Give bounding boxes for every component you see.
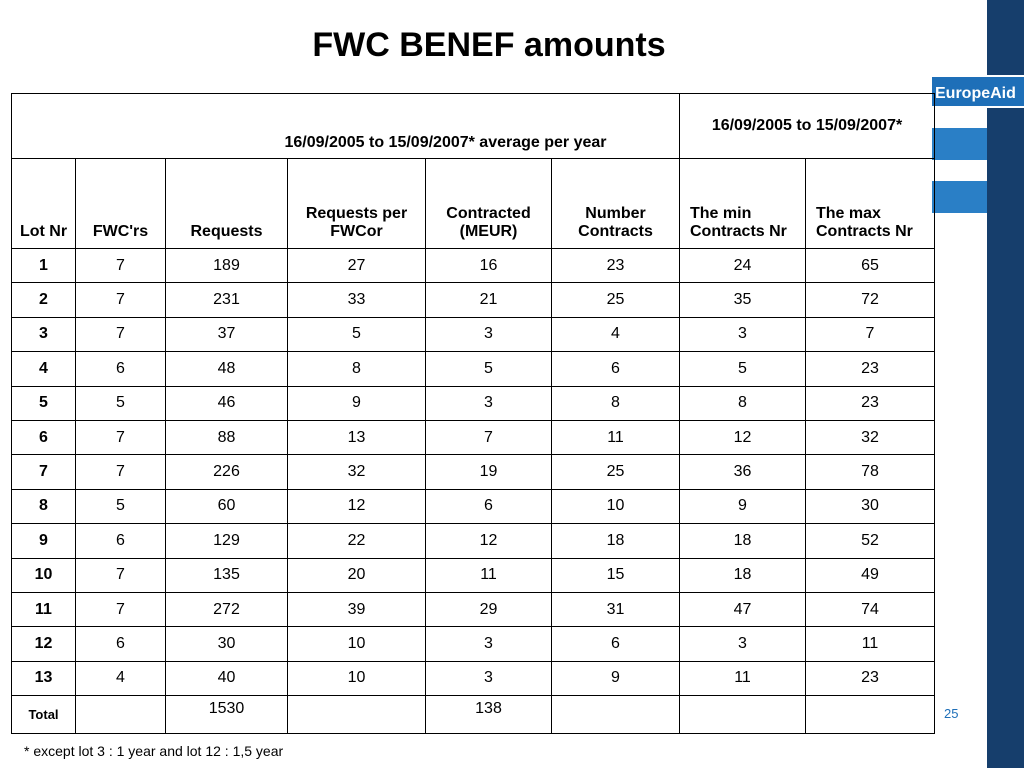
cell-requests: 30	[166, 627, 288, 661]
cell-requests-per-fwcor: 20	[288, 558, 426, 592]
cell-requests: 135	[166, 558, 288, 592]
col-header-lot: Lot Nr	[12, 159, 76, 249]
cell-fwcrs: 6	[76, 524, 166, 558]
cell-fwcrs: 7	[76, 558, 166, 592]
cell-max-contracts: 32	[806, 420, 935, 454]
cell-requests-per-fwcor: 10	[288, 661, 426, 695]
total-contracted: 138	[426, 696, 552, 734]
cell-fwcrs: 7	[76, 592, 166, 626]
total-requests: 1530	[166, 696, 288, 734]
total-cell-empty	[552, 696, 680, 734]
col-header-max-contracts: The max Contracts Nr	[806, 159, 935, 249]
cell-lot: 4	[12, 352, 76, 386]
cell-contracted: 21	[426, 283, 552, 317]
cell-requests: 48	[166, 352, 288, 386]
cell-fwcrs: 5	[76, 386, 166, 420]
cell-contracted: 16	[426, 249, 552, 283]
cell-contracted: 11	[426, 558, 552, 592]
cell-requests: 231	[166, 283, 288, 317]
col-header-contracted: Contracted (MEUR)	[426, 159, 552, 249]
cell-number-contracts: 10	[552, 489, 680, 523]
cell-requests-per-fwcor: 5	[288, 317, 426, 351]
cell-contracted: 3	[426, 386, 552, 420]
cell-contracted: 6	[426, 489, 552, 523]
cell-min-contracts: 8	[680, 386, 806, 420]
page-number: 25	[944, 706, 959, 721]
cell-number-contracts: 6	[552, 352, 680, 386]
cell-lot: 3	[12, 317, 76, 351]
cell-max-contracts: 23	[806, 386, 935, 420]
cell-min-contracts: 5	[680, 352, 806, 386]
cell-requests-per-fwcor: 8	[288, 352, 426, 386]
cell-contracted: 12	[426, 524, 552, 558]
cell-min-contracts: 18	[680, 524, 806, 558]
col-header-fwcrs: FWC'rs	[76, 159, 166, 249]
cell-lot: 2	[12, 283, 76, 317]
total-cell-empty	[806, 696, 935, 734]
cell-lot: 9	[12, 524, 76, 558]
cell-fwcrs: 7	[76, 420, 166, 454]
cell-requests-per-fwcor: 39	[288, 592, 426, 626]
cell-min-contracts: 18	[680, 558, 806, 592]
cell-fwcrs: 7	[76, 283, 166, 317]
cell-max-contracts: 7	[806, 317, 935, 351]
cell-requests: 46	[166, 386, 288, 420]
table-row	[12, 352, 935, 386]
total-row	[12, 696, 935, 734]
table-row	[12, 524, 935, 558]
cell-max-contracts: 74	[806, 592, 935, 626]
cell-number-contracts: 25	[552, 455, 680, 489]
cell-requests: 60	[166, 489, 288, 523]
cell-requests-per-fwcor: 13	[288, 420, 426, 454]
cell-fwcrs: 6	[76, 627, 166, 661]
footnote: * except lot 3 : 1 year and lot 12 : 1,5 year	[24, 743, 284, 759]
table-row	[12, 455, 935, 489]
cell-requests-per-fwcor: 12	[288, 489, 426, 523]
fwc-benef-table	[11, 93, 935, 734]
cell-min-contracts: 35	[680, 283, 806, 317]
cell-number-contracts: 15	[552, 558, 680, 592]
cell-lot: 6	[12, 420, 76, 454]
cell-min-contracts: 3	[680, 317, 806, 351]
cell-max-contracts: 23	[806, 352, 935, 386]
cell-max-contracts: 78	[806, 455, 935, 489]
cell-contracted: 3	[426, 627, 552, 661]
cell-requests-per-fwcor: 9	[288, 386, 426, 420]
cell-min-contracts: 3	[680, 627, 806, 661]
cell-requests-per-fwcor: 22	[288, 524, 426, 558]
cell-min-contracts: 12	[680, 420, 806, 454]
period-header: 16/09/2005 to 15/09/2007*	[680, 94, 935, 159]
cell-lot: 5	[12, 386, 76, 420]
right-sidebar-bar	[987, 0, 1024, 768]
cell-fwcrs: 4	[76, 661, 166, 695]
cell-requests: 129	[166, 524, 288, 558]
cell-requests: 37	[166, 317, 288, 351]
accent-block-2	[932, 181, 987, 213]
cell-fwcrs: 7	[76, 249, 166, 283]
europeaid-logo: EuropeAid	[932, 75, 1024, 108]
cell-number-contracts: 4	[552, 317, 680, 351]
cell-number-contracts: 9	[552, 661, 680, 695]
cell-min-contracts: 11	[680, 661, 806, 695]
cell-contracted: 7	[426, 420, 552, 454]
table-row	[12, 489, 935, 523]
cell-number-contracts: 6	[552, 627, 680, 661]
cell-max-contracts: 30	[806, 489, 935, 523]
cell-lot: 7	[12, 455, 76, 489]
cell-lot: 1	[12, 249, 76, 283]
cell-contracted: 19	[426, 455, 552, 489]
cell-min-contracts: 9	[680, 489, 806, 523]
cell-max-contracts: 23	[806, 661, 935, 695]
table-row	[12, 386, 935, 420]
page-title: FWC BENEF amounts	[312, 26, 666, 64]
cell-min-contracts: 47	[680, 592, 806, 626]
cell-requests-per-fwcor: 10	[288, 627, 426, 661]
cell-requests: 189	[166, 249, 288, 283]
cell-max-contracts: 49	[806, 558, 935, 592]
cell-fwcrs: 7	[76, 317, 166, 351]
cell-max-contracts: 52	[806, 524, 935, 558]
cell-requests-per-fwcor: 33	[288, 283, 426, 317]
table-row	[12, 420, 935, 454]
col-header-requests: Requests	[166, 159, 288, 249]
total-cell-empty	[76, 696, 166, 734]
table-row	[12, 283, 935, 317]
cell-min-contracts: 36	[680, 455, 806, 489]
table-row	[12, 249, 935, 283]
cell-contracted: 3	[426, 661, 552, 695]
table-row	[12, 661, 935, 695]
cell-max-contracts: 11	[806, 627, 935, 661]
cell-requests: 272	[166, 592, 288, 626]
cell-lot: 10	[12, 558, 76, 592]
cell-max-contracts: 65	[806, 249, 935, 283]
cell-requests: 40	[166, 661, 288, 695]
cell-contracted: 5	[426, 352, 552, 386]
cell-min-contracts: 24	[680, 249, 806, 283]
cell-number-contracts: 18	[552, 524, 680, 558]
cell-number-contracts: 25	[552, 283, 680, 317]
total-label: Total	[12, 696, 76, 734]
cell-requests: 226	[166, 455, 288, 489]
cell-number-contracts: 31	[552, 592, 680, 626]
table-row	[12, 627, 935, 661]
group-header-row	[12, 94, 935, 159]
table-row	[12, 317, 935, 351]
cell-requests-per-fwcor: 32	[288, 455, 426, 489]
column-header-row	[12, 159, 935, 249]
average-per-year-header: 16/09/2005 to 15/09/2007* average per year	[12, 94, 680, 159]
cell-number-contracts: 8	[552, 386, 680, 420]
cell-lot: 13	[12, 661, 76, 695]
cell-contracted: 3	[426, 317, 552, 351]
table-row	[12, 558, 935, 592]
cell-lot: 11	[12, 592, 76, 626]
col-header-number-contracts: Number Contracts	[552, 159, 680, 249]
cell-requests: 88	[166, 420, 288, 454]
col-header-requests-per-fwcor: Requests per FWCor	[288, 159, 426, 249]
table-row	[12, 592, 935, 626]
cell-requests-per-fwcor: 27	[288, 249, 426, 283]
total-cell-empty	[680, 696, 806, 734]
cell-number-contracts: 23	[552, 249, 680, 283]
accent-block-1	[932, 128, 987, 160]
cell-fwcrs: 5	[76, 489, 166, 523]
cell-contracted: 29	[426, 592, 552, 626]
col-header-min-contracts: The min Contracts Nr	[680, 159, 806, 249]
total-cell-empty	[288, 696, 426, 734]
cell-max-contracts: 72	[806, 283, 935, 317]
cell-lot: 12	[12, 627, 76, 661]
cell-fwcrs: 7	[76, 455, 166, 489]
cell-number-contracts: 11	[552, 420, 680, 454]
cell-fwcrs: 6	[76, 352, 166, 386]
cell-lot: 8	[12, 489, 76, 523]
